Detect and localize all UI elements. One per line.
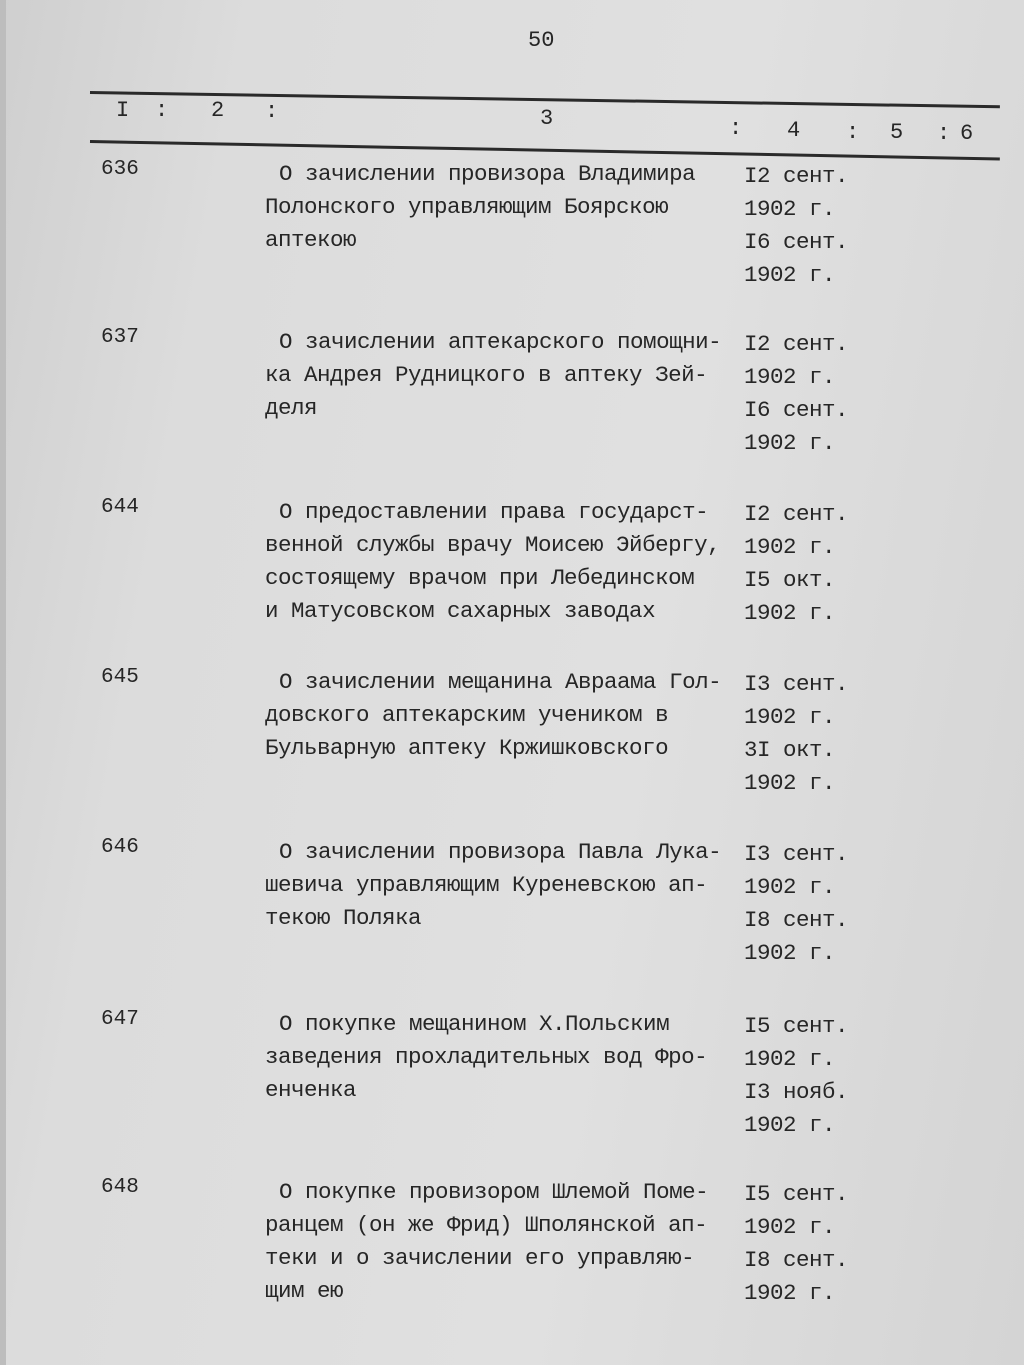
entry-description <box>265 1176 708 1308</box>
description-line: ранцем (он же Фрид) Шполянской ап- <box>265 1212 708 1238</box>
description-line: О предоставлении права государст- <box>279 499 709 525</box>
column-6-header: 6 <box>960 121 974 146</box>
description-line: деля <box>265 395 318 421</box>
entry-dates <box>744 838 848 970</box>
column-separator: : <box>846 120 860 145</box>
description-line: О покупке мещанином Х.Польским <box>279 1011 670 1037</box>
date-line: 1902 г. <box>744 430 836 456</box>
date-line: I5 сент. <box>744 1181 849 1207</box>
column-separator: : <box>265 99 279 124</box>
description-line: щим ею <box>265 1278 344 1304</box>
entry-dates <box>744 328 848 460</box>
date-line: I2 сент. <box>744 501 849 527</box>
entry-number: 648 <box>101 1176 139 1199</box>
description-line: Полонского управляющим Боярскою <box>265 194 669 220</box>
date-line: I3 нояб. <box>744 1079 849 1105</box>
date-line: I6 сент. <box>744 397 849 423</box>
description-line: ка Андрея Рудницкого в аптеку Зей- <box>265 362 708 388</box>
description-line: состоящему врачом при Лебединском <box>265 565 695 591</box>
entry-number: 644 <box>101 496 139 519</box>
description-line: и Матусовском сахарных заводах <box>265 598 656 624</box>
entry-dates <box>744 1178 848 1310</box>
date-line: 1902 г. <box>744 600 836 626</box>
date-line: I2 сент. <box>744 163 849 189</box>
entry-dates <box>744 498 848 630</box>
description-line: теки и о зачислении его управляю- <box>265 1245 695 1271</box>
column-3-header: 3 <box>540 106 554 131</box>
date-line: I5 сент. <box>744 1013 849 1039</box>
entry-number: 636 <box>101 158 139 181</box>
entry-dates <box>744 160 848 292</box>
description-line: текою Поляка <box>265 905 422 931</box>
description-line: заведения прохладительных вод Фро- <box>265 1044 708 1070</box>
description-line: довского аптекарским учеником в <box>265 702 669 728</box>
date-line: 1902 г. <box>744 1280 836 1306</box>
date-line: 1902 г. <box>744 1112 836 1138</box>
date-line: 1902 г. <box>744 940 836 966</box>
entry-description <box>265 326 721 425</box>
description-line: О зачислении провизора Владимира <box>279 161 696 187</box>
entry-description <box>265 836 721 935</box>
date-line: I3 сент. <box>744 841 849 867</box>
date-line: 1902 г. <box>744 704 836 730</box>
description-line: шевича управляющим Куреневскою ап- <box>265 872 708 898</box>
entry-dates <box>744 668 848 800</box>
date-line: 1902 г. <box>744 262 836 288</box>
column-5-header: 5 <box>890 120 904 145</box>
column-separator: : <box>937 121 951 146</box>
date-line: 1902 г. <box>744 534 836 560</box>
column-separator: : <box>729 116 743 141</box>
column-1-header: I <box>116 98 130 123</box>
entry-number: 645 <box>101 666 139 689</box>
date-line: 3I окт. <box>744 737 836 763</box>
description-line: О покупке провизором Шлемой Поме- <box>279 1179 709 1205</box>
entry-number: 647 <box>101 1008 139 1031</box>
entry-description <box>265 496 720 628</box>
date-line: 1902 г. <box>744 770 836 796</box>
date-line: 1902 г. <box>744 1046 836 1072</box>
description-line: О зачислении аптекарского помощни- <box>279 329 722 355</box>
date-line: I3 сент. <box>744 671 849 697</box>
date-line: 1902 г. <box>744 1214 836 1240</box>
entry-dates <box>744 1010 848 1142</box>
entry-description <box>265 666 721 765</box>
entry-description <box>265 158 695 257</box>
date-line: 1902 г. <box>744 364 836 390</box>
date-line: 1902 г. <box>744 874 836 900</box>
entry-number: 637 <box>101 326 139 349</box>
date-line: I8 сент. <box>744 907 849 933</box>
entry-description <box>265 1008 707 1107</box>
description-line: аптекою <box>265 227 357 253</box>
description-line: О зачислении провизора Павла Лука- <box>279 839 722 865</box>
entry-number: 646 <box>101 836 139 859</box>
description-line: Бульварную аптеку Кржишковского <box>265 735 669 761</box>
description-line: О зачислении мещанина Авраама Гол- <box>279 669 722 695</box>
column-separator: : <box>155 98 169 123</box>
date-line: I5 окт. <box>744 567 836 593</box>
description-line: енченка <box>265 1077 357 1103</box>
date-line: 1902 г. <box>744 196 836 222</box>
description-line: венной службы врачу Моисею Эйбергу, <box>265 532 721 558</box>
page-number: 50 <box>528 28 555 53</box>
date-line: I2 сент. <box>744 331 849 357</box>
date-line: I8 сент. <box>744 1247 849 1273</box>
column-4-header: 4 <box>787 118 801 143</box>
column-2-header: 2 <box>211 98 225 123</box>
date-line: I6 сент. <box>744 229 849 255</box>
page-edge <box>0 0 6 1365</box>
